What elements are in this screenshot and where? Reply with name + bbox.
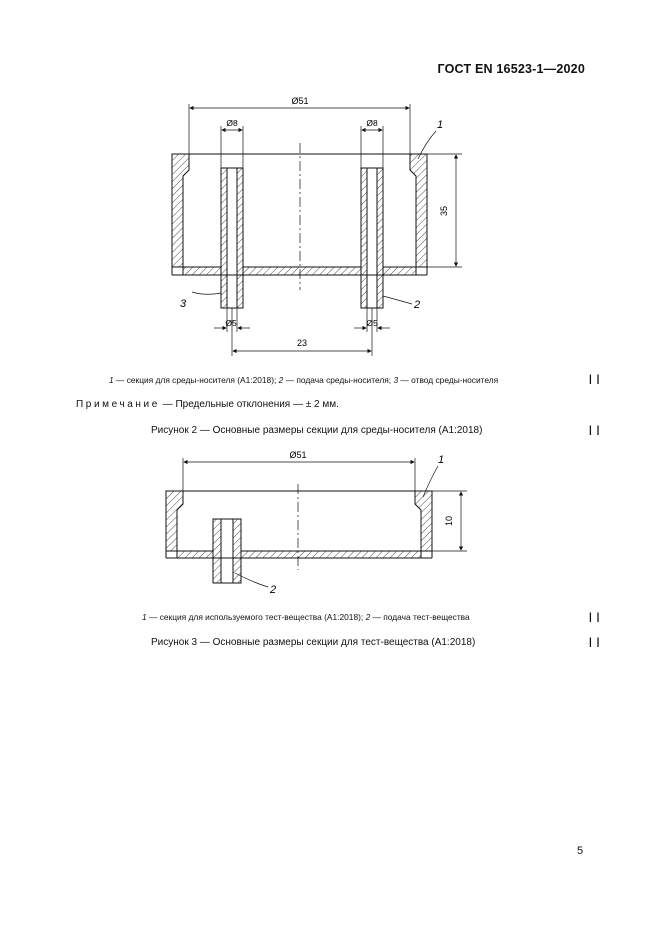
figure-2-dim-spacing bbox=[232, 308, 372, 356]
figure-2-dim-spacing-label: 23 bbox=[296, 338, 308, 348]
figure-2-dim-tube-outer bbox=[221, 126, 383, 168]
change-bar: | | bbox=[589, 612, 601, 623]
note-text: — Предельные отклонения — ± 2 мм. bbox=[159, 399, 339, 410]
figure-2-dim-tube-outer-right: Ø8 bbox=[366, 118, 378, 128]
figure-2-tube-left bbox=[221, 168, 243, 308]
figure-2-callout-2: 2 bbox=[414, 299, 421, 311]
figure-2-tube-right bbox=[361, 168, 383, 308]
figure-3-body bbox=[166, 491, 432, 558]
figure-2-dim-outer bbox=[189, 104, 410, 154]
figure-3-legend bbox=[142, 612, 470, 622]
legend-item-number: 1 bbox=[142, 612, 147, 622]
figure-2-dim-tube-inner bbox=[214, 308, 390, 332]
document-id: ГОСТ EN 16523-1—2020 bbox=[437, 62, 585, 76]
page-number: 5 bbox=[577, 845, 584, 857]
figure-3-caption: Рисунок 3 — Основные размеры секции для тест-вещества (A1:2018) bbox=[151, 637, 476, 648]
figure-2-dim-tube-inner-right: Ø5 bbox=[366, 318, 378, 328]
figure-2-note bbox=[76, 399, 339, 410]
legend-item-text: — секция для используемого тест-вещества (A1:2018); bbox=[146, 612, 366, 622]
legend-item-text: — отвод среды-носителя bbox=[398, 375, 499, 385]
figure-3-tube bbox=[213, 519, 241, 583]
legend-item-text: — секция для среды-носителя (A1:2018); bbox=[113, 375, 279, 385]
figure-2-callout-3: 3 bbox=[180, 298, 187, 310]
figure-2-callout-1: 1 bbox=[437, 119, 444, 131]
figure-3-dim-outer-label: Ø51 bbox=[289, 450, 307, 460]
figure-3-callout-1: 1 bbox=[438, 454, 445, 466]
figure-3-callout-2: 2 bbox=[270, 584, 277, 596]
figure-2-legend bbox=[109, 375, 498, 385]
legend-item-number: 2 bbox=[278, 375, 284, 385]
figure-2-dim-outer-label: Ø51 bbox=[291, 96, 309, 106]
figure-2-body bbox=[172, 154, 427, 275]
note-label: Примечание bbox=[76, 399, 160, 410]
legend-item-number: 3 bbox=[393, 375, 399, 385]
legend-item-number: 1 bbox=[109, 375, 114, 385]
figure-2-drawing bbox=[0, 0, 661, 380]
figure-3-dim-outer bbox=[183, 458, 415, 491]
change-bar: | | bbox=[589, 425, 601, 436]
figure-2-caption: Рисунок 2 — Основные размеры секции для среды-носителя (A1:2018) bbox=[151, 425, 483, 436]
legend-item-text: — подача среды-носителя; bbox=[283, 375, 394, 385]
legend-item-text: — подача тест-вещества bbox=[370, 612, 470, 622]
change-bar: | | bbox=[589, 374, 601, 385]
figure-2-dim-height-label: 35 bbox=[439, 205, 449, 217]
change-bar: | | bbox=[589, 637, 601, 648]
figure-3-drawing bbox=[0, 440, 661, 610]
figure-3-dim-height-label: 10 bbox=[444, 515, 454, 527]
figure-2-dim-tube-outer-left: Ø8 bbox=[226, 118, 238, 128]
figure-2-dim-tube-inner-left: Ø5 bbox=[225, 318, 237, 328]
legend-item-number: 2 bbox=[365, 612, 371, 622]
